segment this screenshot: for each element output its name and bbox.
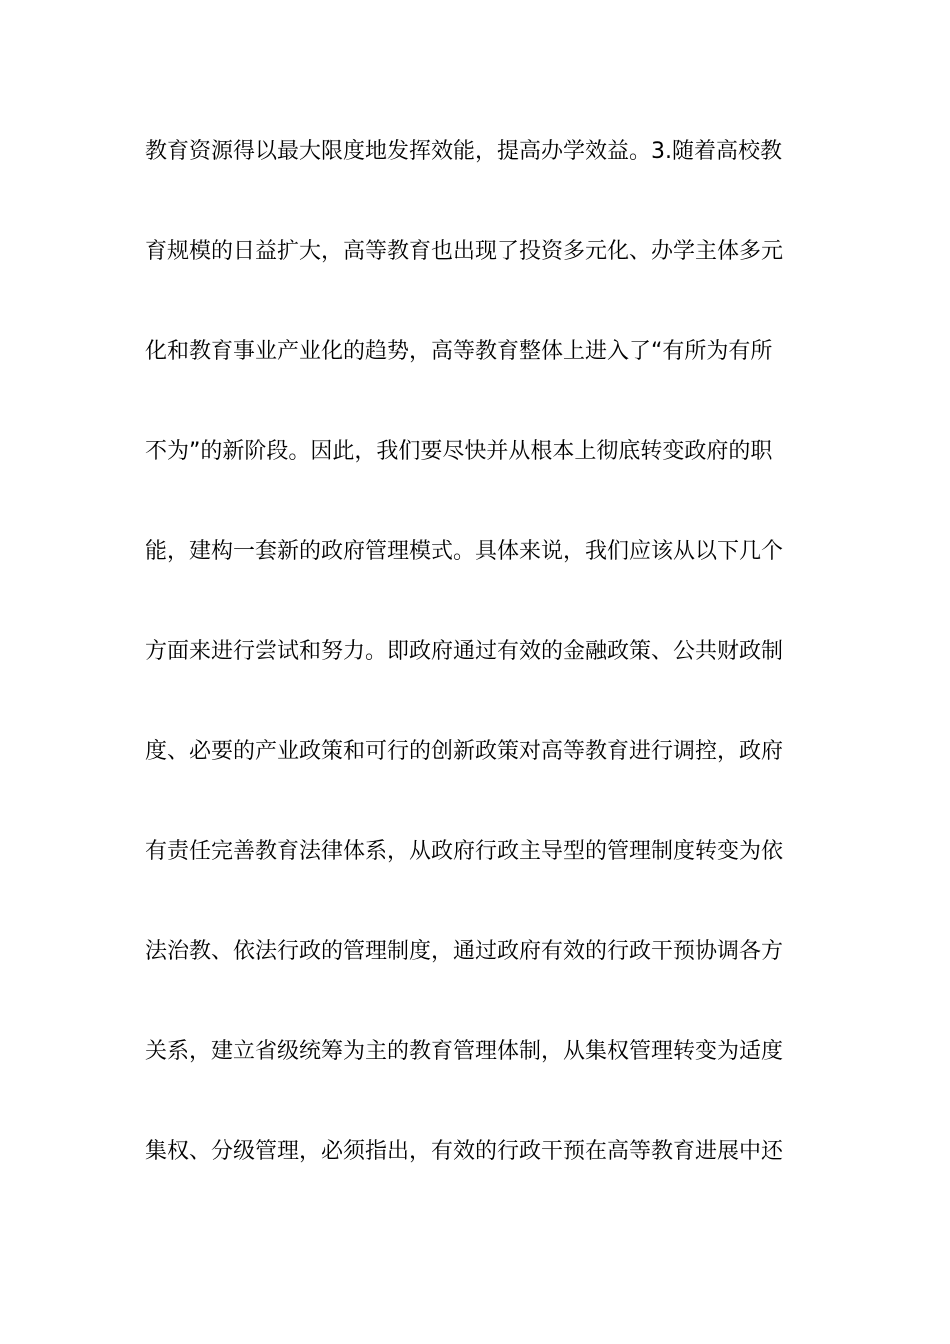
text-line-5: 能，建构一套新的政府管理模式。具体来说，我们应该从以下几个 <box>145 539 784 564</box>
body-text <box>145 132 815 1232</box>
text-line-7: 度、必要的产业政策和可行的创新政策对高等教育进行调控，政府 <box>145 739 784 764</box>
text-line-9: 法治教、依法行政的管理制度，通过政府有效的行政干预协调各方 <box>145 939 784 964</box>
text-line-11: 集权、分级管理，必须指出，有效的行政干预在高等教育进展中还 <box>145 1139 784 1164</box>
text-line-4: 不为”的新阶段。因此，我们要尽快并从根本上彻底转变政府的职 <box>145 439 773 464</box>
text-line-3: 化和教育事业产业化的趋势，高等教育整体上进入了“有所为有所 <box>145 339 773 364</box>
text-line-10: 关系，建立省级统筹为主的教育管理体制，从集权管理转变为适度 <box>145 1039 784 1064</box>
text-line-1: 教育资源得以最大限度地发挥效能，提高办学效益。3.随着高校教 <box>145 139 782 164</box>
text-line-8: 有责任完善教育法律体系，从政府行政主导型的管理制度转变为依 <box>145 839 784 864</box>
text-line-2: 育规模的日益扩大，高等教育也出现了投资多元化、办学主体多元 <box>145 239 784 264</box>
text-line-6: 方面来进行尝试和努力。即政府通过有效的金融政策、公共财政制 <box>145 639 784 664</box>
